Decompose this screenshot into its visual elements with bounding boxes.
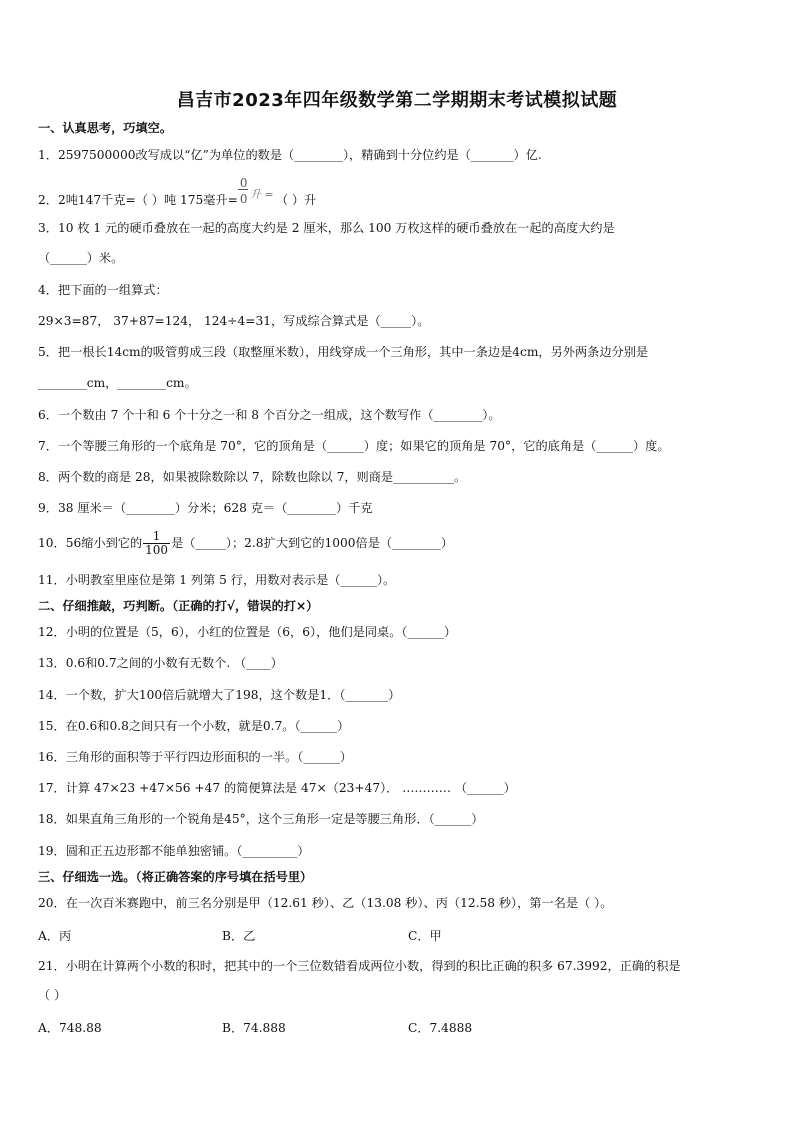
question-20: 20．在一次百米赛跑中，前三名分别是甲（12.61 秒）、乙（13.08 秒）、丙（12.58 秒），第一名是（ ）。 <box>38 896 613 910</box>
question-13: 13．0.6和0.7之间的小数有无数个. （____） <box>38 656 283 670</box>
question-15: 15．在0.6和0.8之间只有一个小数，就是0.7。（______） <box>38 719 350 733</box>
question-2-fraction-unit: 升 = <box>249 187 274 201</box>
question-6: 6．一个数由 7 个十和 6 个十分之一和 8 个百分之一组成，这个数写作（________）。 <box>38 408 501 422</box>
question-14: 14．一个数，扩大100倍后就增大了198，这个数是1．（_______） <box>38 688 401 702</box>
question-10-fraction-numerator: 1 <box>143 530 170 544</box>
question-17: 17．计算 47×23 +47×56 +47 的简便算法是 47×（23+47）． ………… （______） <box>38 781 516 795</box>
question-19: 19．圆和正五边形都不能单独密铺。（_________） <box>38 844 310 858</box>
question-20-option-b: B．乙 <box>222 929 256 943</box>
question-2-fraction-denominator: 0 <box>239 191 248 206</box>
question-12: 12．小明的位置是（5，6），小红的位置是（6，6），他们是同桌。（______） <box>38 625 457 639</box>
question-18: 18．如果直角三角形的一个锐角是45°，这个三角形一定是等腰三角形．（______） <box>38 812 484 826</box>
question-4-line-2: 29×3=87， 37+87=124， 124÷4=31，写成综合算式是（_____）。 <box>38 314 430 328</box>
question-10-fraction <box>143 530 170 557</box>
question-1: 1．2597500000改写成以“亿”为单位的数是（________），精确到十分位约是（_______）亿. <box>38 148 542 162</box>
question-2-fraction-numerator: 0 <box>239 175 248 190</box>
question-2-fraction <box>238 175 274 209</box>
question-9: 9．38 厘米＝（________）分米；628 克＝（________）千克 <box>38 501 373 515</box>
question-10 <box>38 528 453 558</box>
question-21-option-b: B．74.888 <box>222 1021 286 1035</box>
section-1-heading: 一、认真思考，巧填空。 <box>38 121 173 135</box>
question-21-line-2: （ ） <box>38 988 67 1002</box>
question-7: 7．一个等腰三角形的一个底角是 70°，它的顶角是（______）度；如果它的顶角是 70°，它的底角是（______）度。 <box>38 439 670 453</box>
question-10-text-a: 10．56缩小到它的 <box>38 536 143 550</box>
question-21-line-1: 21．小明在计算两个小数的积时，把其中的一个三位数错看成两位小数，得到的积比正确的积多 67.3992，正确的积是 <box>38 959 681 973</box>
question-2-fraction-bar <box>238 189 248 190</box>
question-5-line-1: 5．把一根长14cm的吸管剪成三段（取整厘米数），用线穿成一个三角形，其中一条边是4cm，另外两条边分别是 <box>38 345 649 359</box>
question-20-option-c: C．甲 <box>408 929 442 943</box>
question-10-fraction-denominator: 100 <box>145 543 169 557</box>
question-21-option-a: A．748.88 <box>38 1021 102 1035</box>
question-10-text-b: 是（_____）；2.8扩大到它的1000倍是（________） <box>171 536 454 550</box>
section-3-heading: 三、仔细选一选。（将正确答案的序号填在括号里） <box>38 870 313 884</box>
question-5-line-2: ________cm，________cm。 <box>38 376 197 390</box>
question-3-line-1: 3．10 枚 1 元的硬币叠放在一起的高度大约是 2 厘米，那么 100 万枚这样的硬币叠放在一起的高度大约是 <box>38 221 615 235</box>
question-21-option-c: C．7.4888 <box>408 1021 473 1035</box>
section-2-heading: 二、仔细推敲，巧判断。（正确的打√，错误的打×） <box>38 599 319 613</box>
question-2 <box>38 175 317 209</box>
question-16: 16．三角形的面积等于平行四边形面积的一半。（______） <box>38 750 353 764</box>
question-2-text-a: 2．2吨147千克=（ ）吨 175毫升= <box>38 193 238 207</box>
question-8: 8．两个数的商是 28，如果被除数除以 7，除数也除以 7，则商是__________。 <box>38 470 467 484</box>
page-title: 昌吉市2023年四年级数学第二学期期末考试模拟试题 <box>176 90 618 111</box>
question-3-line-2: （______）米。 <box>38 251 124 265</box>
question-4-line-1: 4．把下面的一组算式： <box>38 283 168 297</box>
question-20-option-a: A．丙 <box>38 929 72 943</box>
question-11: 11．小明教室里座位是第 1 列第 5 行，用数对表示是（______）。 <box>38 573 396 587</box>
question-2-text-b: （ ）升 <box>275 193 317 207</box>
